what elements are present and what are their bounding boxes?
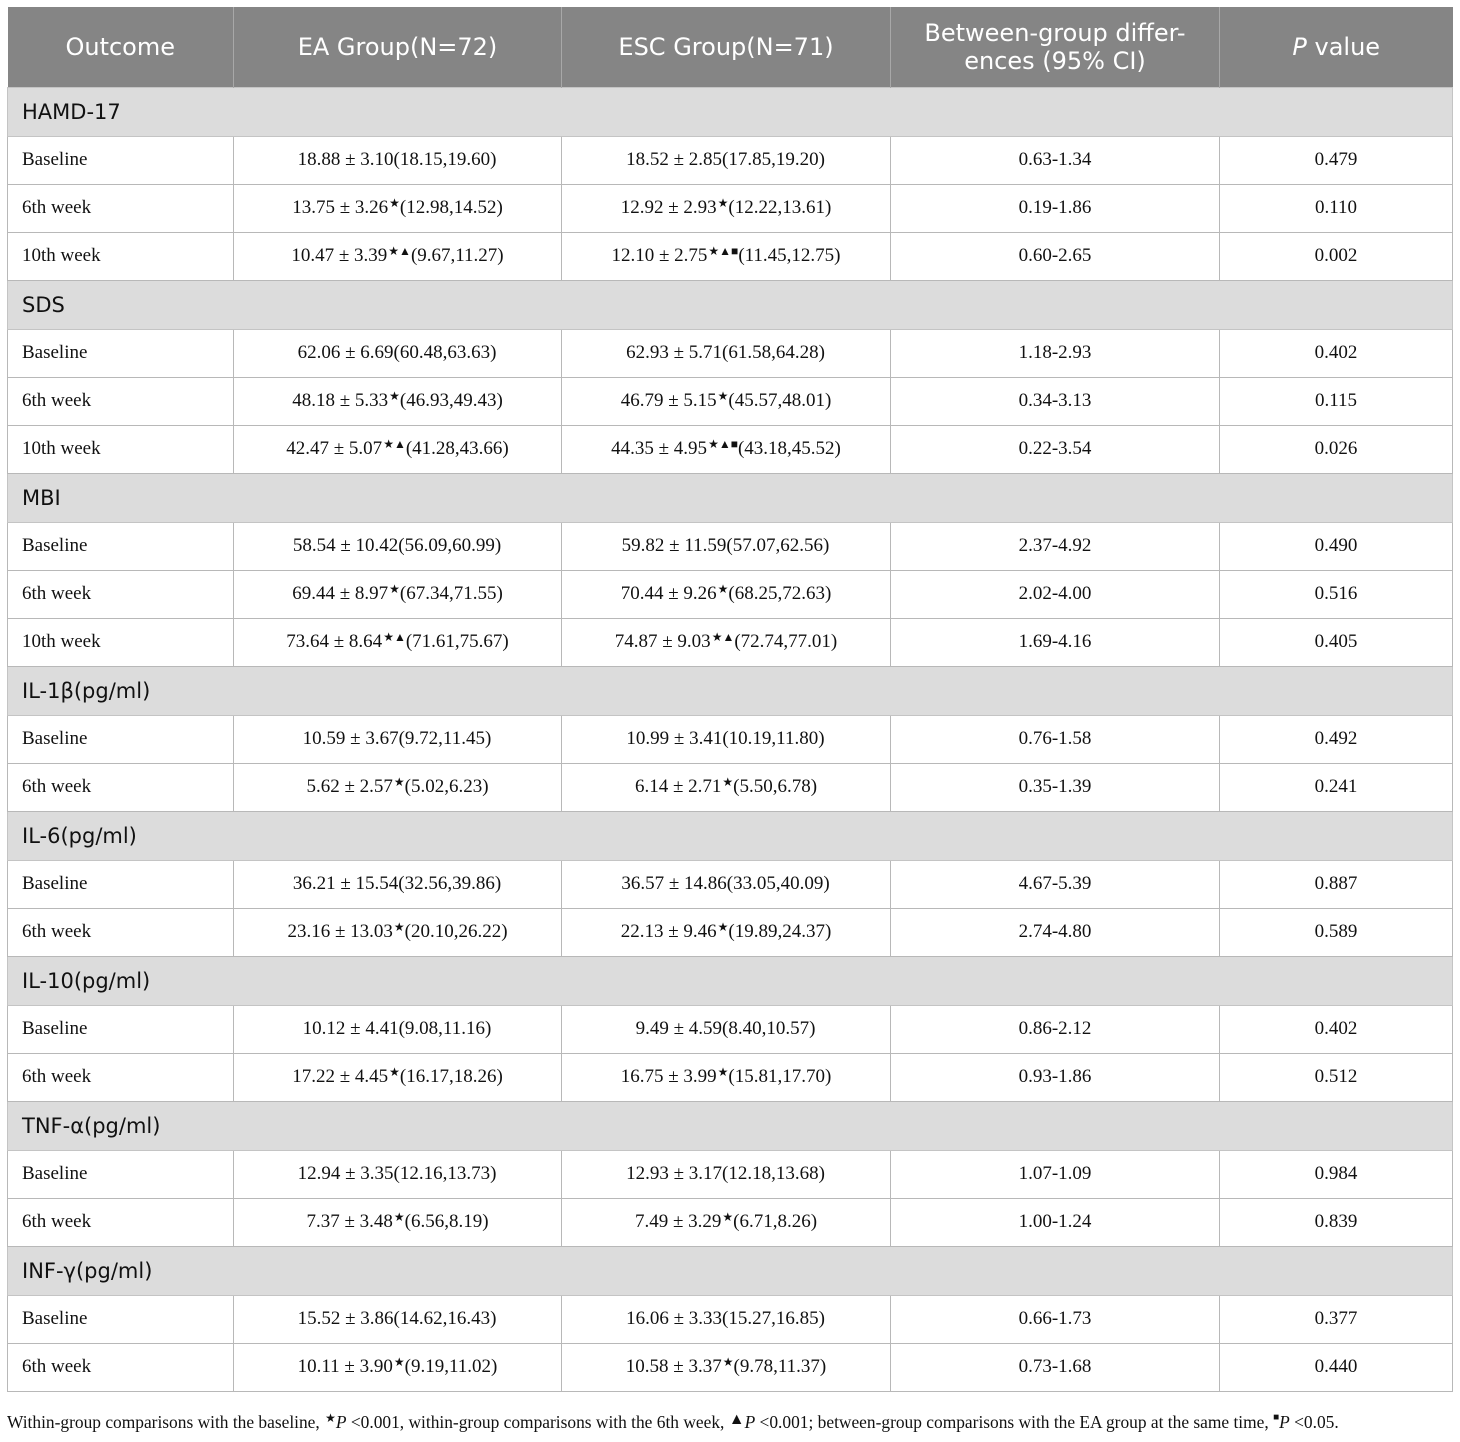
ea-cell bbox=[234, 1053, 562, 1101]
ea-cell bbox=[234, 1295, 562, 1343]
p-value-cell: 0.984 bbox=[1220, 1150, 1453, 1198]
ea-cell-value: 5.62 ± 2.57 bbox=[306, 776, 393, 797]
esc-cell-value: 12.10 ± 2.75 bbox=[611, 245, 708, 266]
esc-cell-value: 59.82 ± 11.59(57.07,62.56) bbox=[621, 535, 830, 556]
ea-cell-ci: (5.02,6.23) bbox=[404, 776, 489, 797]
group-header-row bbox=[8, 473, 1453, 522]
esc-cell bbox=[562, 908, 891, 956]
p-value-cell: 0.110 bbox=[1220, 184, 1453, 232]
esc-cell-ci: (72.74,77.01) bbox=[734, 631, 838, 652]
row-label: 6th week bbox=[8, 184, 234, 232]
header-diff-line2: ences (95% CI) bbox=[964, 46, 1146, 75]
p-value-cell: 0.589 bbox=[1220, 908, 1453, 956]
diff-cell: 1.00-1.24 bbox=[891, 1198, 1220, 1246]
esc-cell-value: 10.99 ± 3.41(10.19,11.80) bbox=[626, 728, 825, 749]
esc-cell bbox=[562, 136, 891, 184]
diff-cell: 0.34-3.13 bbox=[891, 377, 1220, 425]
p-value-cell: 0.402 bbox=[1220, 1005, 1453, 1053]
esc-cell-value: 12.92 ± 2.93 bbox=[620, 197, 717, 218]
table-row bbox=[8, 1198, 1453, 1246]
ea-cell-value: 62.06 ± 6.69(60.48,63.63) bbox=[297, 342, 497, 363]
esc-cell-marks: ★ bbox=[722, 1210, 734, 1224]
esc-cell-value: 70.44 ± 9.26 bbox=[620, 583, 717, 604]
esc-cell-marks: ★▲■ bbox=[708, 437, 738, 451]
ea-cell-value: 10.12 ± 4.41(9.08,11.16) bbox=[302, 1018, 492, 1039]
row-label: Baseline bbox=[8, 1005, 234, 1053]
p-value-cell: 0.887 bbox=[1220, 860, 1453, 908]
ea-cell-ci: (20.10,26.22) bbox=[404, 921, 508, 942]
esc-cell bbox=[562, 184, 891, 232]
ea-cell-value: 12.94 ± 3.35(12.16,13.73) bbox=[297, 1163, 497, 1184]
ea-cell-value: 13.75 ± 3.26 bbox=[292, 197, 389, 218]
esc-cell-ci: (5.50,6.78) bbox=[733, 776, 818, 797]
group-header-row bbox=[8, 87, 1453, 136]
header-p-rest: value bbox=[1306, 32, 1381, 61]
diff-cell: 1.07-1.09 bbox=[891, 1150, 1220, 1198]
header-between-group-differences bbox=[891, 7, 1220, 87]
esc-cell bbox=[562, 1005, 891, 1053]
group-label: IL-6(pg/ml) bbox=[8, 811, 1453, 860]
footnote-part4: <0.05. bbox=[1289, 1412, 1339, 1432]
esc-cell-marks: ★ bbox=[722, 775, 734, 789]
ea-cell bbox=[234, 184, 562, 232]
diff-cell: 1.69-4.16 bbox=[891, 618, 1220, 666]
p-value-cell: 0.516 bbox=[1220, 570, 1453, 618]
diff-cell: 4.67-5.39 bbox=[891, 860, 1220, 908]
p-value-cell: 0.377 bbox=[1220, 1295, 1453, 1343]
diff-cell: 2.02-4.00 bbox=[891, 570, 1220, 618]
ea-cell-marks: ★ bbox=[389, 582, 400, 596]
p-value-cell: 0.839 bbox=[1220, 1198, 1453, 1246]
esc-cell-marks: ★ bbox=[717, 920, 729, 934]
ea-cell-value: 7.37 ± 3.48 bbox=[306, 1211, 393, 1232]
ea-cell-value: 23.16 ± 13.03 bbox=[287, 921, 393, 942]
esc-cell-value: 22.13 ± 9.46 bbox=[620, 921, 717, 942]
ea-cell-value: 15.52 ± 3.86(14.62,16.43) bbox=[297, 1308, 497, 1329]
esc-cell-marks: ★ bbox=[717, 1065, 729, 1079]
diff-cell: 0.63-1.34 bbox=[891, 136, 1220, 184]
row-label: 10th week bbox=[8, 618, 234, 666]
esc-cell-value: 7.49 ± 3.29 bbox=[634, 1211, 722, 1232]
diff-cell: 2.74-4.80 bbox=[891, 908, 1220, 956]
esc-cell bbox=[562, 377, 891, 425]
ea-cell-marks: ★ bbox=[389, 389, 400, 403]
ea-cell-value: 48.18 ± 5.33 bbox=[292, 390, 389, 411]
ea-cell-marks: ★▲ bbox=[383, 437, 406, 451]
p-value-cell: 0.492 bbox=[1220, 715, 1453, 763]
row-label: Baseline bbox=[8, 136, 234, 184]
esc-cell bbox=[562, 618, 891, 666]
table-row bbox=[8, 1005, 1453, 1053]
diff-cell: 0.19-1.86 bbox=[891, 184, 1220, 232]
group-label: HAMD-17 bbox=[8, 87, 1453, 136]
esc-cell-ci: (68.25,72.63) bbox=[728, 583, 832, 604]
diff-cell: 1.18-2.93 bbox=[891, 329, 1220, 377]
row-label: 6th week bbox=[8, 1053, 234, 1101]
ea-cell bbox=[234, 1005, 562, 1053]
row-label: Baseline bbox=[8, 1150, 234, 1198]
esc-cell-value: 16.06 ± 3.33(15.27,16.85) bbox=[626, 1308, 825, 1329]
group-label: SDS bbox=[8, 280, 1453, 329]
row-label: 6th week bbox=[8, 1343, 234, 1391]
ea-cell bbox=[234, 860, 562, 908]
ea-cell bbox=[234, 1198, 562, 1246]
row-label: 10th week bbox=[8, 232, 234, 280]
ea-cell-value: 10.11 ± 3.90 bbox=[297, 1356, 393, 1377]
row-label: 10th week bbox=[8, 425, 234, 473]
ea-cell-marks: ★ bbox=[393, 775, 405, 789]
p-value-cell: 0.026 bbox=[1220, 425, 1453, 473]
diff-cell: 0.86-2.12 bbox=[891, 1005, 1220, 1053]
star-mark: ★ bbox=[325, 1411, 336, 1425]
esc-cell-ci: (19.89,24.37) bbox=[728, 921, 832, 942]
row-label: Baseline bbox=[8, 860, 234, 908]
esc-cell-ci: (11.45,12.75) bbox=[738, 245, 841, 266]
esc-cell bbox=[562, 329, 891, 377]
ea-cell-marks: ★ bbox=[389, 1065, 400, 1079]
esc-cell-marks: ★ bbox=[717, 196, 729, 210]
table-body bbox=[8, 87, 1453, 1391]
table-row bbox=[8, 184, 1453, 232]
esc-cell bbox=[562, 715, 891, 763]
ea-cell bbox=[234, 1343, 562, 1391]
table-row bbox=[8, 377, 1453, 425]
p-value-cell: 0.241 bbox=[1220, 763, 1453, 811]
ea-cell-marks: ★ bbox=[393, 920, 405, 934]
esc-cell-ci: (12.22,13.61) bbox=[728, 197, 832, 218]
esc-cell bbox=[562, 1150, 891, 1198]
group-label: MBI bbox=[8, 473, 1453, 522]
diff-cell: 0.93-1.86 bbox=[891, 1053, 1220, 1101]
esc-cell bbox=[562, 1053, 891, 1101]
group-header-row bbox=[8, 280, 1453, 329]
group-header-row bbox=[8, 1101, 1453, 1150]
table-row bbox=[8, 1150, 1453, 1198]
p-value-cell: 0.512 bbox=[1220, 1053, 1453, 1101]
table-row bbox=[8, 618, 1453, 666]
ea-cell-marks: ★ bbox=[393, 1210, 405, 1224]
esc-cell-marks: ★▲ bbox=[711, 630, 735, 644]
diff-cell: 0.66-1.73 bbox=[891, 1295, 1220, 1343]
ea-cell-ci: (71.61,75.67) bbox=[405, 631, 509, 652]
ea-cell bbox=[234, 377, 562, 425]
diff-cell: 0.60-2.65 bbox=[891, 232, 1220, 280]
esc-cell-ci: (15.81,17.70) bbox=[728, 1066, 832, 1087]
esc-cell-marks: ★ bbox=[722, 1355, 734, 1369]
ea-cell-ci: (16.17,18.26) bbox=[399, 1066, 503, 1087]
row-label: Baseline bbox=[8, 329, 234, 377]
table-row bbox=[8, 763, 1453, 811]
group-header-row bbox=[8, 1246, 1453, 1295]
diff-cell: 0.76-1.58 bbox=[891, 715, 1220, 763]
p-value-cell: 0.440 bbox=[1220, 1343, 1453, 1391]
footnote-p2: P bbox=[744, 1412, 756, 1432]
group-label: INF-γ(pg/ml) bbox=[8, 1246, 1453, 1295]
esc-cell-marks: ★ bbox=[717, 582, 729, 596]
square-mark: ■ bbox=[1273, 1412, 1280, 1423]
esc-cell bbox=[562, 232, 891, 280]
p-value-cell: 0.002 bbox=[1220, 232, 1453, 280]
p-value-cell: 0.479 bbox=[1220, 136, 1453, 184]
diff-cell: 2.37-4.92 bbox=[891, 522, 1220, 570]
table-row bbox=[8, 570, 1453, 618]
header-diff-line1: Between-group differ- bbox=[924, 18, 1186, 47]
ea-cell bbox=[234, 908, 562, 956]
esc-cell-ci: (43.18,45.52) bbox=[737, 438, 841, 459]
table-row bbox=[8, 1053, 1453, 1101]
row-label: Baseline bbox=[8, 522, 234, 570]
ea-cell-ci: (46.93,49.43) bbox=[399, 390, 503, 411]
ea-cell-value: 10.47 ± 3.39 bbox=[291, 245, 388, 266]
group-label: IL-1β(pg/ml) bbox=[8, 666, 1453, 715]
table-row bbox=[8, 908, 1453, 956]
header-ea-group: EA Group(N=72) bbox=[234, 7, 562, 87]
esc-cell-value: 9.49 ± 4.59(8.40,10.57) bbox=[635, 1018, 816, 1039]
footnote-part1: Within-group comparisons with the baseline, bbox=[7, 1412, 325, 1432]
row-label: 6th week bbox=[8, 1198, 234, 1246]
group-label: TNF-α(pg/ml) bbox=[8, 1101, 1453, 1150]
esc-cell-value: 12.93 ± 3.17(12.18,13.68) bbox=[626, 1163, 825, 1184]
footnote bbox=[7, 1412, 1457, 1433]
row-label: 6th week bbox=[8, 377, 234, 425]
esc-cell-value: 44.35 ± 4.95 bbox=[611, 438, 708, 459]
table-row bbox=[8, 329, 1453, 377]
ea-cell-value: 69.44 ± 8.97 bbox=[292, 583, 389, 604]
esc-cell-ci: (45.57,48.01) bbox=[728, 390, 832, 411]
ea-cell bbox=[234, 425, 562, 473]
esc-cell-value: 74.87 ± 9.03 bbox=[614, 631, 711, 652]
group-header-row bbox=[8, 666, 1453, 715]
esc-cell-ci: (9.78,11.37) bbox=[733, 1356, 827, 1377]
esc-cell-marks: ★▲■ bbox=[708, 244, 739, 258]
esc-cell-value: 36.57 ± 14.86(33.05,40.09) bbox=[621, 873, 830, 894]
footnote-p3: P bbox=[1279, 1412, 1290, 1432]
ea-cell bbox=[234, 618, 562, 666]
esc-cell-value: 18.52 ± 2.85(17.85,19.20) bbox=[626, 149, 825, 170]
esc-cell bbox=[562, 1295, 891, 1343]
ea-cell-marks: ★▲ bbox=[383, 630, 406, 644]
esc-cell bbox=[562, 522, 891, 570]
ea-cell bbox=[234, 522, 562, 570]
triangle-mark: ▲ bbox=[728, 1411, 745, 1428]
group-header-row bbox=[8, 811, 1453, 860]
diff-cell: 0.73-1.68 bbox=[891, 1343, 1220, 1391]
ea-cell bbox=[234, 570, 562, 618]
ea-cell-ci: (6.56,8.19) bbox=[404, 1211, 489, 1232]
ea-cell bbox=[234, 1150, 562, 1198]
row-label: Baseline bbox=[8, 715, 234, 763]
ea-cell bbox=[234, 763, 562, 811]
results-table bbox=[7, 7, 1453, 1392]
footnote-p1: P bbox=[335, 1412, 347, 1432]
ea-cell-ci: (12.98,14.52) bbox=[399, 197, 503, 218]
esc-cell-value: 10.58 ± 3.37 bbox=[625, 1356, 722, 1377]
esc-cell-ci: (6.71,8.26) bbox=[733, 1211, 818, 1232]
diff-cell: 0.35-1.39 bbox=[891, 763, 1220, 811]
row-label: 6th week bbox=[8, 570, 234, 618]
table-row bbox=[8, 232, 1453, 280]
row-label: 6th week bbox=[8, 908, 234, 956]
ea-cell bbox=[234, 232, 562, 280]
ea-cell-ci: (9.67,11.27) bbox=[410, 245, 504, 266]
esc-cell-value: 46.79 ± 5.15 bbox=[620, 390, 717, 411]
header-p-italic: P bbox=[1292, 32, 1307, 61]
ea-cell-ci: (41.28,43.66) bbox=[405, 438, 509, 459]
table-row bbox=[8, 1343, 1453, 1391]
p-value-cell: 0.115 bbox=[1220, 377, 1453, 425]
esc-cell bbox=[562, 570, 891, 618]
esc-cell bbox=[562, 425, 891, 473]
esc-cell bbox=[562, 1198, 891, 1246]
group-header-row bbox=[8, 956, 1453, 1005]
esc-cell-value: 62.93 ± 5.71(61.58,64.28) bbox=[626, 342, 825, 363]
footnote-part2: <0.001, within-group comparisons with the 6th week, bbox=[346, 1412, 729, 1432]
ea-cell-value: 73.64 ± 8.64 bbox=[286, 631, 383, 652]
esc-cell bbox=[562, 860, 891, 908]
header-p-value bbox=[1220, 7, 1453, 87]
ea-cell-value: 58.54 ± 10.42(56.09,60.99) bbox=[292, 535, 502, 556]
header-esc-group: ESC Group(N=71) bbox=[562, 7, 891, 87]
ea-cell-marks: ★ bbox=[393, 1355, 405, 1369]
esc-cell-value: 16.75 ± 3.99 bbox=[620, 1066, 717, 1087]
ea-cell-marks: ★▲ bbox=[388, 244, 411, 258]
ea-cell bbox=[234, 136, 562, 184]
ea-cell-ci: (67.34,71.55) bbox=[399, 583, 503, 604]
row-label: Baseline bbox=[8, 1295, 234, 1343]
p-value-cell: 0.402 bbox=[1220, 329, 1453, 377]
p-value-cell: 0.490 bbox=[1220, 522, 1453, 570]
esc-cell-value: 6.14 ± 2.71 bbox=[634, 776, 722, 797]
p-value-cell: 0.405 bbox=[1220, 618, 1453, 666]
group-label: IL-10(pg/ml) bbox=[8, 956, 1453, 1005]
table-row bbox=[8, 715, 1453, 763]
ea-cell-value: 42.47 ± 5.07 bbox=[286, 438, 383, 459]
row-label: 6th week bbox=[8, 763, 234, 811]
ea-cell-value: 18.88 ± 3.10(18.15,19.60) bbox=[297, 149, 497, 170]
ea-cell-value: 17.22 ± 4.45 bbox=[292, 1066, 389, 1087]
esc-cell bbox=[562, 763, 891, 811]
ea-cell bbox=[234, 329, 562, 377]
footnote-part3: <0.001; between-group comparisons with the EA group at the same time, bbox=[755, 1412, 1274, 1432]
table-row bbox=[8, 522, 1453, 570]
header-outcome: Outcome bbox=[8, 7, 234, 87]
ea-cell-ci: (9.19,11.02) bbox=[404, 1356, 498, 1377]
ea-cell-value: 36.21 ± 15.54(32.56,39.86) bbox=[292, 873, 502, 894]
table-row bbox=[8, 860, 1453, 908]
table-row bbox=[8, 425, 1453, 473]
header-row bbox=[8, 7, 1453, 87]
diff-cell: 0.22-3.54 bbox=[891, 425, 1220, 473]
results-table-container bbox=[7, 7, 1452, 1392]
table-row bbox=[8, 136, 1453, 184]
ea-cell bbox=[234, 715, 562, 763]
ea-cell-marks: ★ bbox=[389, 196, 400, 210]
table-row bbox=[8, 1295, 1453, 1343]
esc-cell bbox=[562, 1343, 891, 1391]
esc-cell-marks: ★ bbox=[717, 389, 729, 403]
ea-cell-value: 10.59 ± 3.67(9.72,11.45) bbox=[302, 728, 492, 749]
